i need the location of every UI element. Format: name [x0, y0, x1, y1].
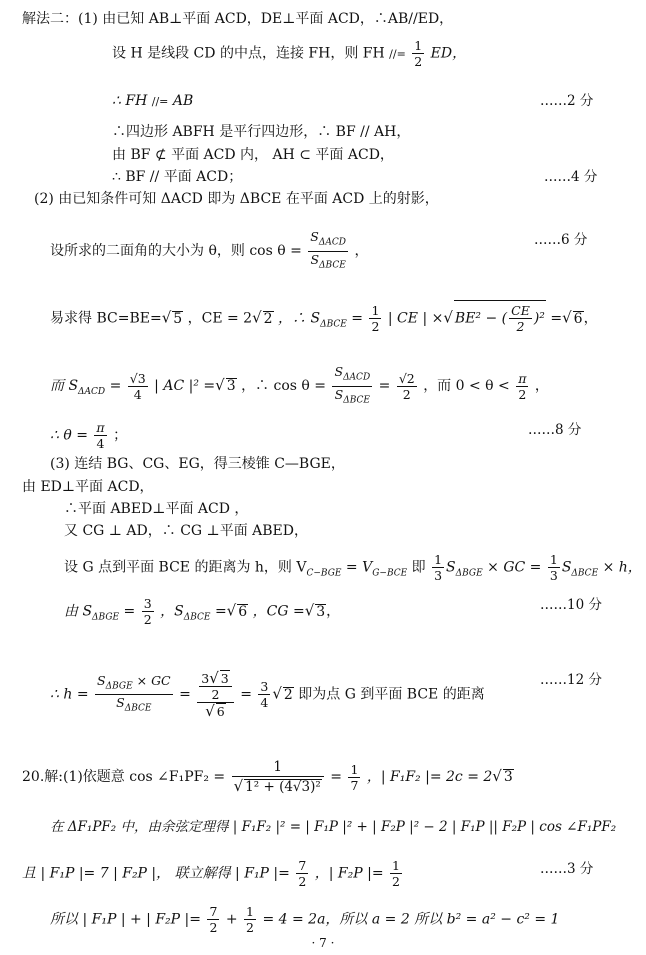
text: ， [354, 243, 369, 259]
text: + [225, 911, 238, 928]
line-cos-theta [50, 229, 368, 273]
text: 即 [411, 559, 426, 576]
text: ，CE = 2 [187, 310, 253, 327]
text: S [561, 559, 572, 576]
page-number: · 7 · [311, 936, 335, 950]
den: 4 [96, 436, 105, 451]
fraction-third [432, 552, 444, 583]
text: = [351, 310, 368, 327]
radical: √ [252, 308, 262, 327]
num: 1 [371, 303, 380, 318]
radicand: 2 [283, 686, 293, 703]
text: ， [534, 378, 549, 394]
den: 2 [402, 386, 411, 402]
fraction-seven-half [207, 904, 219, 935]
text: = V [345, 559, 373, 576]
radical: √ [161, 308, 172, 327]
den: 4 [133, 386, 142, 402]
den [197, 703, 233, 719]
radical: √ [272, 684, 282, 703]
sub: ΔBGE [455, 568, 483, 579]
fraction-three-quarter [258, 679, 270, 710]
sub: ΔBGE [92, 612, 120, 623]
text: ED， [430, 45, 467, 62]
num [308, 229, 348, 252]
den: 3 [434, 568, 443, 583]
num: 7 [209, 904, 218, 919]
line-cg-perp: 又 CG ⊥ AD，∴ CG ⊥平面 ABED， [64, 523, 309, 539]
den: 4 [260, 695, 269, 710]
text: = [550, 310, 563, 327]
text: 所以 | F₁P | + | F₂P |= [50, 911, 201, 928]
den: 2 [516, 319, 525, 334]
radicand: 6 [573, 310, 583, 327]
den: 2 [518, 386, 527, 402]
radical: √ [443, 308, 453, 327]
den: 2 [246, 920, 254, 935]
radicand [454, 300, 546, 334]
t: ΔBGE [105, 681, 133, 691]
fraction-one-seventh [348, 762, 360, 793]
line-part3: (3) 连结 BG、CG、EG，得三棱锥 C—BGE， [50, 456, 345, 472]
fraction-half [412, 38, 424, 69]
t: S [310, 251, 320, 267]
line-h-result [50, 670, 485, 719]
text: = 4 = 2a，所以 a = 2 所以 b² = a² − c² = 1 [262, 911, 560, 928]
t: )² [533, 310, 545, 327]
text: 20.解:(1)依题意 cos ∠F₁PF₂ = [22, 769, 226, 785]
radicand: 3 [226, 378, 236, 394]
t: × GC [136, 672, 171, 688]
text: ， [326, 603, 341, 620]
radicand: 3 [220, 671, 229, 686]
text: = [330, 769, 342, 785]
den [332, 387, 372, 409]
radical: √ [492, 767, 502, 785]
radical: √ [226, 601, 237, 620]
radical: √ [233, 777, 244, 795]
num: π [96, 420, 105, 435]
den [308, 252, 348, 274]
line-volume [64, 552, 642, 583]
radical: √ [562, 308, 572, 327]
sub: ΔACD [78, 386, 106, 397]
t: ΔBCE [343, 395, 370, 405]
score-10: ……10 分 [540, 597, 602, 613]
num: CE [511, 303, 530, 318]
fraction-pi-4 [94, 420, 106, 451]
text: S [446, 559, 456, 576]
score-4: ……4 分 [544, 169, 598, 185]
den: 2 [371, 319, 380, 334]
num: 1 [246, 904, 254, 919]
text: = [179, 686, 191, 703]
parallel-equal-symbol: //= [389, 47, 406, 61]
radicand: 1² + (4√3)² [245, 779, 321, 795]
radical: √ [205, 702, 215, 720]
t: S [97, 672, 106, 688]
line-cosine-law: 在 ΔF₁PF₂ 中，由余弦定理得 | F₁F₂ |² = | F₁P |² + | F₂P |² − 2 | F₁P || F₂P | cos ∠F₁PF₂ [50, 819, 617, 835]
num: 1 [392, 858, 400, 873]
text: 易求得 BC=BE= [50, 310, 162, 327]
text: ，∴ cos θ = [241, 378, 327, 394]
text: 联立解得 | F₁P |= [174, 865, 290, 882]
num [332, 364, 372, 387]
radicand: 3 [316, 603, 326, 620]
fraction-half [390, 858, 402, 889]
t: S [334, 364, 344, 379]
text: ，而 0 < θ < [423, 378, 510, 394]
den: 2 [298, 874, 307, 889]
line-projection: (2) 由已知条件可知 ΔACD 即为 ΔBCE 在平面 ACD 上的射影， [34, 191, 439, 207]
den [232, 777, 324, 796]
sub: ΔBCE [183, 612, 211, 623]
text: ，| F₂P |= [314, 865, 384, 882]
fraction-sqrt2-2 [397, 371, 417, 402]
line-plane-perp: ∴平面 ABED⊥平面 ACD ， [64, 501, 249, 517]
fraction-h [95, 673, 173, 717]
radical: √ [209, 669, 219, 687]
text: ，CG = [252, 603, 305, 620]
num: 7 [298, 858, 307, 873]
text: 而 S [50, 378, 79, 394]
t: S [334, 386, 344, 402]
text: ，| F₁F₂ |= 2c = 2 [366, 769, 493, 785]
t: S [116, 695, 125, 710]
text: ，∴ S [278, 310, 321, 327]
radicand: 5 [173, 310, 183, 327]
radical: √ [215, 376, 225, 394]
fraction-cos-area [332, 364, 372, 408]
radical: √ [304, 601, 315, 620]
sub: C−BGE [306, 568, 342, 579]
line-method-two: 解法二：(1) 由已知 AB⊥平面 ACD，DE⊥平面 ACD，∴AB//ED， [22, 11, 454, 27]
den: 2 [209, 920, 218, 935]
num: √2 [398, 370, 415, 386]
t: ΔBCE [319, 260, 346, 270]
t: BE² − ( [454, 310, 508, 327]
line-area-acd [50, 364, 549, 408]
num: 1 [549, 552, 558, 567]
parallel-equal-symbol: //= [151, 95, 169, 108]
text: ，S [160, 603, 184, 620]
den [95, 695, 173, 717]
fraction-cos-angle [232, 758, 324, 796]
t: S [310, 229, 319, 244]
fraction-seven-half [296, 858, 308, 889]
fraction-ce [509, 303, 532, 334]
fraction-pi-2 [516, 371, 528, 402]
text: 即为点 G 到平面 BCE 的距离 [298, 686, 485, 703]
text: = [109, 378, 122, 394]
score-2: ……2 分 [540, 93, 594, 109]
sub: G−BCE [372, 568, 408, 579]
text: = [123, 603, 136, 620]
line-bf-not-in-plane: 由 BF ⊄ 平面 ACD 内， AH ⊂ 平面 ACD， [112, 147, 394, 163]
den: 7 [350, 777, 359, 793]
fraction-h-numeric [197, 670, 233, 719]
num: π [518, 370, 527, 386]
fraction-cos-area [308, 229, 348, 273]
text: 且 | F₁P |= 7 | F₂P |， [22, 865, 171, 882]
text: 由 S [64, 603, 93, 620]
text: | AC |² = [154, 378, 216, 394]
line-bf-parallel: ∴ BF // 平面 ACD； [112, 169, 243, 185]
fraction-half [369, 303, 381, 334]
num: 3 [143, 596, 152, 611]
line-ed-perp: 由 ED⊥平面 ACD， [22, 479, 154, 495]
fraction-three-half [142, 596, 154, 627]
fraction-sqrt3-4 [128, 371, 148, 402]
sub: ΔBCE [320, 319, 347, 330]
text: × GC = [487, 559, 542, 576]
num: 1 [350, 761, 359, 777]
line-areas [64, 596, 340, 627]
score-6: ……6 分 [534, 232, 588, 248]
line-bc-be [50, 300, 598, 334]
fraction-third [548, 552, 560, 583]
t: ΔACD [343, 372, 371, 383]
text: ； [113, 427, 128, 444]
den: 2 [143, 612, 152, 627]
score-12: ……12 分 [540, 672, 602, 688]
t: 3 [201, 671, 210, 686]
text: = [240, 686, 252, 703]
num: 1 [414, 38, 423, 53]
inner-den: 2 [211, 687, 220, 702]
num: 3 [260, 679, 269, 694]
text: × h， [602, 559, 642, 576]
num: 1 [232, 758, 324, 777]
score-3: ……3 分 [540, 861, 594, 877]
line-q20-cos [22, 758, 514, 796]
text: ∴ h = [50, 686, 89, 703]
text: ∴ FH [112, 93, 148, 109]
line-parallelogram: ∴四边形 ABFH 是平行四边形，∴ BF // AH， [112, 124, 411, 140]
fraction-half [244, 904, 256, 935]
line-fh-ab [112, 92, 193, 111]
text: 设所求的二面角的大小为 θ，则 cos θ = [50, 243, 302, 259]
sub: ΔBCE [571, 568, 599, 579]
line-focal-lengths [22, 858, 404, 889]
t: ΔBCE [124, 703, 152, 714]
line-theta [50, 420, 127, 451]
text: = [214, 603, 227, 620]
radicand: 3 [503, 769, 513, 785]
line-midpoint-h [112, 38, 466, 69]
text: 设 H 是线段 CD 的中点，连接 FH，则 FH [112, 45, 385, 62]
num: 1 [434, 552, 443, 567]
inner-num [199, 670, 231, 687]
den: 2 [414, 54, 423, 69]
text: = [378, 378, 391, 394]
radicand: 6 [216, 704, 225, 719]
score-8: ……8 分 [528, 422, 582, 438]
num [197, 670, 233, 703]
text: 设 G 点到平面 BCE 的距离为 h，则 V [64, 559, 307, 576]
radicand: 2 [263, 310, 273, 327]
den: 2 [392, 874, 400, 889]
text: | CE | × [387, 310, 444, 327]
den: 3 [549, 568, 558, 583]
text: AB [172, 93, 194, 109]
num [95, 673, 173, 696]
text: ， [583, 310, 598, 327]
radicand: 6 [238, 603, 248, 620]
line-sum-a-b [50, 904, 559, 935]
num: √3 [129, 370, 146, 386]
inner-frac [199, 670, 231, 702]
text: ∴ θ = [50, 427, 88, 444]
t: ΔACD [318, 237, 346, 248]
